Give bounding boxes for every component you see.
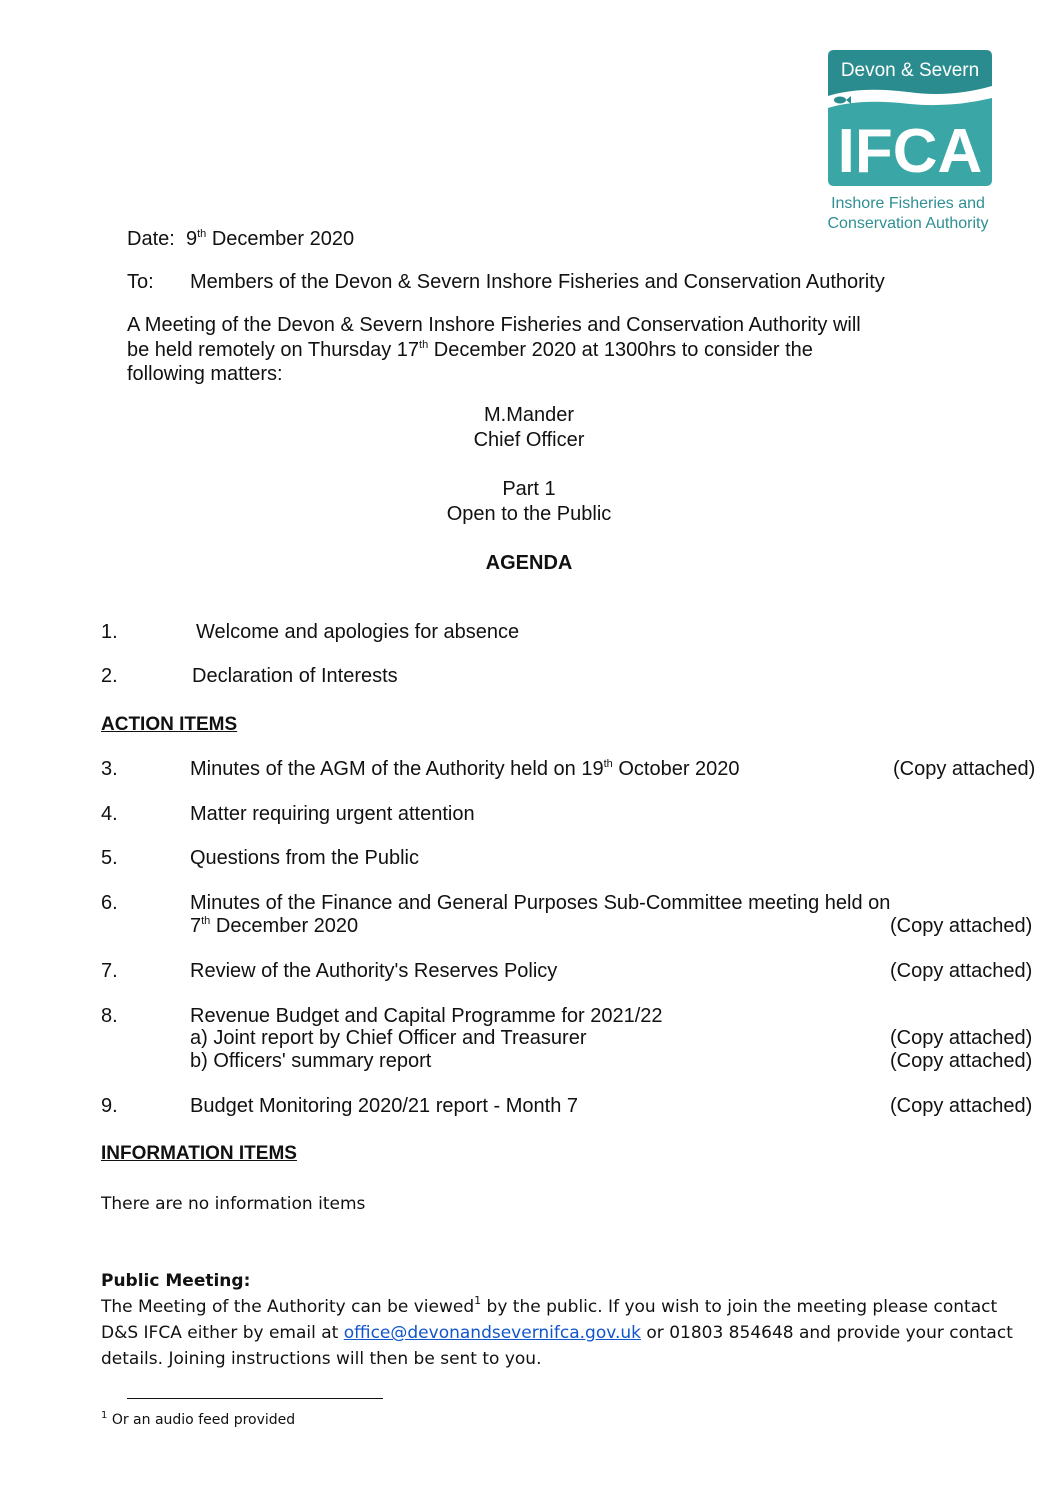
item-1-number: 1. [101,621,118,643]
item-6-line-2a: 7 [190,915,202,937]
footnote-divider [127,1398,383,1399]
item-4-text: Matter requiring urgent attention [190,803,475,825]
public-meeting-line-1b: by the public. If you wish to join the meeting please contact [481,1297,998,1317]
date-sup: th [197,228,207,240]
signatory-name: M.Mander [483,404,575,426]
intro-line-2 [127,339,813,362]
item-1-text: Welcome and apologies for absence [196,621,520,643]
ifca-logo-graphic [820,50,995,240]
public-meeting-line-2a: D&S IFCA either by email at [101,1323,344,1343]
to-value: Members of the Devon & Severn Inshore Fisheries and Conservation Authority [190,271,885,293]
email-link[interactable]: office@devonandsevernifca.gov.uk [343,1323,641,1343]
intro-line-2b: December 2020 at 1300hrs to consider the [428,339,813,361]
item-6-line-2 [190,915,358,938]
item-7-note: (Copy attached) [890,960,1033,982]
action-items-heading: ACTION ITEMS [101,714,238,735]
intro-line-1: A Meeting of the Devon & Severn Inshore Fisheries and Conservation Authority will [127,314,861,336]
date-day: 9 [185,228,198,250]
item-3-text-a: Minutes of the AGM of the Authority held on 19 [190,758,604,780]
part-line-1: Part 1 [502,478,556,500]
item-3-number: 3. [101,758,118,780]
item-8-sub-b: b) Officers' summary report [190,1050,432,1072]
public-meeting-line-1a: The Meeting of the Authority can be viewed [101,1297,475,1317]
logo-sub-text-2: Conservation Authority [827,215,989,232]
item-9-note: (Copy attached) [890,1095,1033,1117]
item-7-text: Review of the Authority's Reserves Policy [190,960,558,982]
ifca-logo [820,50,995,240]
date-rest: December 2020 [211,228,355,250]
item-2-number: 2. [101,665,118,687]
item-6-note: (Copy attached) [890,915,1033,937]
agenda-title: AGENDA [485,552,573,574]
information-items-heading: INFORMATION ITEMS [101,1143,297,1164]
public-meeting-line-3: details. Joining instructions will then be sent to you. [101,1349,542,1369]
date-line [127,228,354,251]
item-8-note-b: (Copy attached) [890,1050,1033,1072]
public-meeting-line-2 [101,1320,1013,1346]
item-8-note-a: (Copy attached) [890,1027,1033,1049]
logo-sub-text-1: Inshore Fisheries and [831,195,985,212]
item-6-number: 6. [101,892,118,914]
public-meeting-heading: Public Meeting: [101,1271,251,1291]
item-6-line-2b: December 2020 [210,915,359,937]
item-6-sup: th [201,915,211,927]
item-5-text: Questions from the Public [190,847,419,869]
information-items-text: There are no information items [101,1194,366,1214]
intro-line-2-sup: th [419,339,429,351]
logo-top-text: Devon & Severn [840,60,980,81]
item-5-number: 5. [101,847,118,869]
item-3-note: (Copy attached) [893,758,1036,780]
footnote-mark: 1 [101,1410,108,1421]
item-6-line-1: Minutes of the Finance and General Purposes Sub-Committee meeting held on [190,892,891,914]
item-8-line-1: Revenue Budget and Capital Programme for 2021/22 [190,1005,663,1027]
date-label: Date: [127,228,175,250]
item-3-text-b: October 2020 [612,758,740,780]
public-meeting-line-1 [101,1294,997,1320]
item-2-text: Declaration of Interests [192,665,398,687]
intro-line-3: following matters: [127,363,283,385]
item-9-number: 9. [101,1095,118,1117]
item-4-number: 4. [101,803,118,825]
intro-line-2a: be held remotely on Thursday 17 [127,339,420,361]
item-9-text: Budget Monitoring 2020/21 report - Month 7 [190,1095,579,1117]
signatory-title: Chief Officer [473,429,585,451]
to-label: To: [127,271,154,293]
footnote [101,1410,295,1430]
item-8-sub-a: a) Joint report by Chief Officer and Treasurer [190,1027,587,1049]
footnote-text: Or an audio feed provided [107,1412,296,1428]
part-line-2: Open to the Public [446,503,612,525]
item-7-number: 7. [101,960,118,982]
logo-main-text: IFCA [837,117,983,186]
item-3-text [190,758,740,781]
item-8-number: 8. [101,1005,118,1027]
public-meeting-footnote-ref: 1 [474,1294,482,1307]
item-3-sup: th [603,758,613,770]
public-meeting-line-2b: or 01803 854648 and provide your contact [641,1323,1013,1343]
